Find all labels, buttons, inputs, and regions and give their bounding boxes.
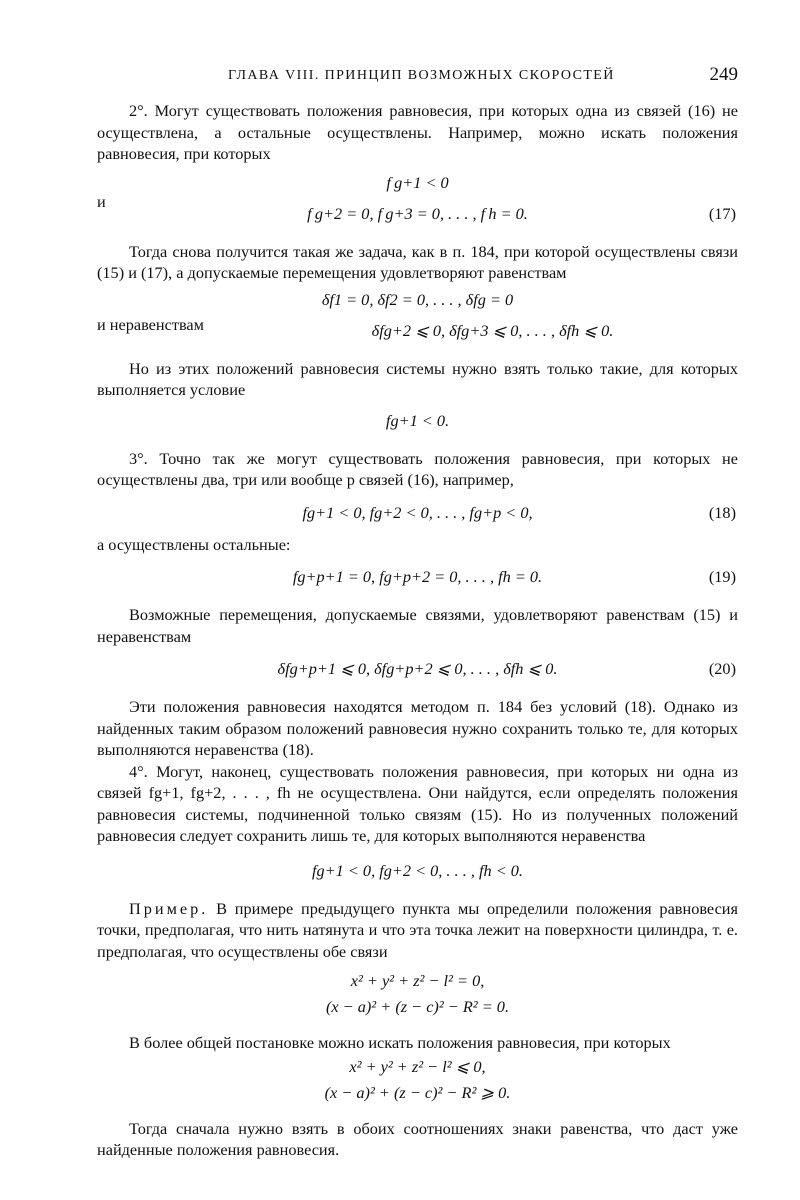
paragraph-3: 3°. Точно так же могут существовать положения равновесия, при которых не осуществлены два, три или вообще p связей (16), например, bbox=[97, 448, 738, 489]
equation-text: δfg+p+1 ⩽ 0, δfg+p+2 ⩽ 0, . . . , δfh ⩽ 0. bbox=[277, 659, 558, 678]
equation-condition bbox=[97, 405, 738, 436]
equation-text: (x − a)² + (z − c)² − R² ⩾ 0. bbox=[324, 1082, 511, 1102]
paragraph-final: Тогда сначала нужно взять в обоих соотношениях знаки равенства, что даст уже найденные положения равновесия. bbox=[97, 1118, 738, 1159]
equation-text: x² + y² + z² − l² ⩽ 0, bbox=[349, 1056, 486, 1076]
and-inequalities-label: и неравенствам bbox=[97, 314, 204, 334]
equation-text: (x − a)² + (z − c)² − R² = 0. bbox=[325, 997, 510, 1016]
equation-system1-a bbox=[97, 968, 738, 994]
equation-text: fg+1 < 0, fg+2 < 0, . . . , fh < 0. bbox=[312, 860, 523, 880]
equation-17 bbox=[97, 191, 738, 229]
equation-text: δf1 = 0, δf2 = 0, . . . , δfg = 0 bbox=[321, 289, 514, 309]
paragraph-general: В более общей постановке можно искать положения равновесия, при которых bbox=[129, 1033, 671, 1052]
equation-text: fg+p+1 = 0, fg+p+2 = 0, . . . , fh = 0. bbox=[292, 567, 543, 586]
equation-system2-a bbox=[97, 1054, 738, 1080]
example-label: Пример. bbox=[129, 898, 209, 918]
equation-18 bbox=[97, 497, 738, 528]
equation-final-inequalities bbox=[97, 855, 738, 886]
equation-text: f g+2 = 0, f g+3 = 0, . . . , f h = 0. bbox=[307, 203, 528, 223]
equation-number: (18) bbox=[708, 502, 736, 522]
equation-system1-b bbox=[97, 994, 738, 1020]
equation-text: fg+1 < 0, fg+2 < 0, . . . , fg+p < 0, bbox=[302, 502, 533, 522]
equation-fg1-lt-zero bbox=[97, 167, 738, 198]
equation-number: (20) bbox=[708, 659, 736, 678]
running-header bbox=[98, 64, 738, 90]
equation-delta-inequalities bbox=[97, 315, 738, 346]
paragraph-4: 4°. Могут, наконец, существовать положения равновесия, при которых ни одна из связей fg+1, fg+2, . . . , fh не осуществлена. Они найдутся, если определять положения равновесия системы, подчиненной только связям (15). Но из полученных положений равновесия следует сохранить лишь те, для которых выполняются неравенства bbox=[97, 761, 738, 845]
paragraph-possible: Возможные перемещения, допускаемые связями, удовлетворяют равенствам (15) и неравенствам bbox=[97, 605, 738, 646]
equation-number: (19) bbox=[708, 567, 736, 586]
equation-text: δfg+2 ⩽ 0, δfg+3 ⩽ 0, . . . , δfh ⩽ 0. bbox=[371, 320, 614, 340]
paragraph-example bbox=[97, 898, 738, 963]
equation-text: x² + y² + z² − l² = 0, bbox=[350, 971, 485, 990]
paragraph-2: 2°. Могут существовать положения равновесия, при которых одна из связей (16) не осуществлена, а остальные осуществлены. Например, можно искать положения равновесия, при которых bbox=[97, 101, 738, 163]
equation-number: (17) bbox=[708, 203, 736, 223]
page-number: 249 bbox=[709, 64, 738, 85]
paragraph-rest: а осуществлены остальные: bbox=[97, 534, 291, 554]
equation-system2-b bbox=[97, 1080, 738, 1106]
paragraph-these: Эти положения равновесия находятся методом п. 184 без условий (18). Однако из найденных таким образом положений равновесия нужно сохранить только те, для которых выполняются неравенства (18). bbox=[97, 697, 738, 759]
equation-text: fg+1 < 0. bbox=[385, 410, 450, 430]
equation-20 bbox=[97, 653, 738, 684]
page-body bbox=[97, 100, 738, 1161]
chapter-title: ГЛАВА VIII. ПРИНЦИП ВОЗМОЖНЫХ СКОРОСТЕЙ bbox=[228, 68, 615, 83]
and-label: и bbox=[97, 191, 106, 211]
paragraph-but: Но из этих положений равновесия системы нужно взять только такие, для которых выполняется условие bbox=[97, 358, 738, 399]
equation-text: f g+1 < 0 bbox=[386, 172, 449, 192]
example-text: В примере предыдущего пункта мы определили положения равновесия точки, предполагая, что нить натянута и что эта точка лежит на поверхности цилиндра, т. е. предполагая, что осуществлены обе связи bbox=[97, 898, 738, 961]
paragraph-then: Тогда снова получится такая же задача, как в п. 184, при которой осуществлены связи (15) и (17), а допускаемые перемещения удовлетворяют равенствам bbox=[97, 241, 738, 282]
equation-19 bbox=[97, 561, 738, 592]
